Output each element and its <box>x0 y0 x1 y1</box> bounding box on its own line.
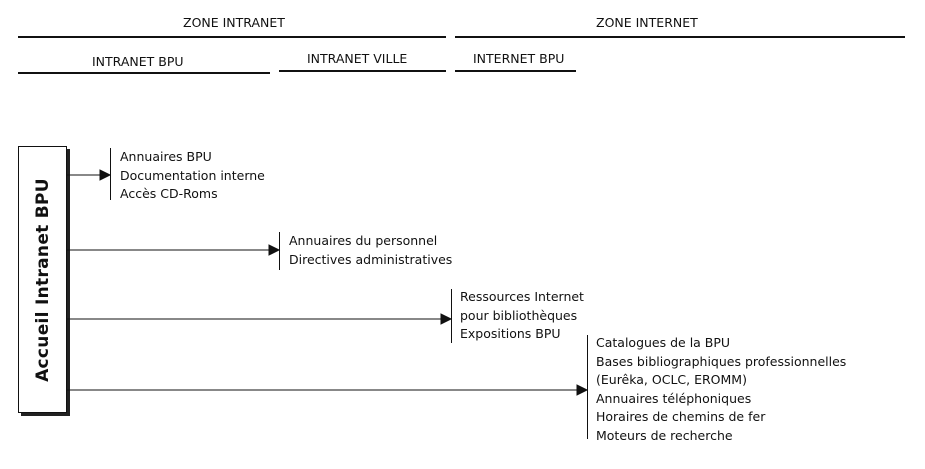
group-4-list <box>596 334 846 445</box>
zone-intranet-label: ZONE INTRANET <box>183 15 285 30</box>
list-item: Documentation interne <box>120 167 265 183</box>
list-item: Catalogues de la BPU <box>596 335 731 350</box>
accueil-intranet-label: Accueil Intranet BPU <box>32 177 53 382</box>
subzone-intranet-bpu-label: INTRANET BPU <box>92 54 184 69</box>
list-item: Ressources Internet <box>460 289 584 304</box>
arrow-1-head <box>100 170 110 180</box>
group-2-bracket <box>279 232 280 270</box>
list-item: (Eurêka, OCLC, EROMM) <box>596 372 747 387</box>
arrow-4-head <box>577 385 587 395</box>
group-1-list <box>120 148 265 204</box>
list-item: Horaires de chemins de fer <box>596 409 766 424</box>
list-item: Moteurs de recherche <box>596 427 733 443</box>
group-2-list <box>289 232 452 269</box>
list-item: Directives administratives <box>289 251 453 267</box>
arrow-3-head <box>441 314 451 324</box>
group-1-bracket <box>110 148 111 200</box>
subzone-intranet-ville-label: INTRANET VILLE <box>307 51 408 66</box>
list-item: Annuaires téléphoniques <box>596 390 752 406</box>
arrow-2-head <box>269 245 279 255</box>
group-3-list <box>460 288 584 344</box>
group-4-bracket <box>587 335 588 439</box>
list-item: Annuaires du personnel <box>289 233 438 248</box>
subzone-internet-bpu-label: INTERNET BPU <box>473 51 565 66</box>
list-item: pour bibliothèques <box>460 307 578 323</box>
list-item: Expositions BPU <box>460 326 561 341</box>
list-item: Accès CD-Roms <box>120 186 218 201</box>
list-item: Annuaires BPU <box>120 149 212 164</box>
group-3-bracket <box>451 289 452 343</box>
zone-internet-label: ZONE INTERNET <box>596 15 698 30</box>
list-item: Bases bibliographiques professionnelles <box>596 353 847 369</box>
